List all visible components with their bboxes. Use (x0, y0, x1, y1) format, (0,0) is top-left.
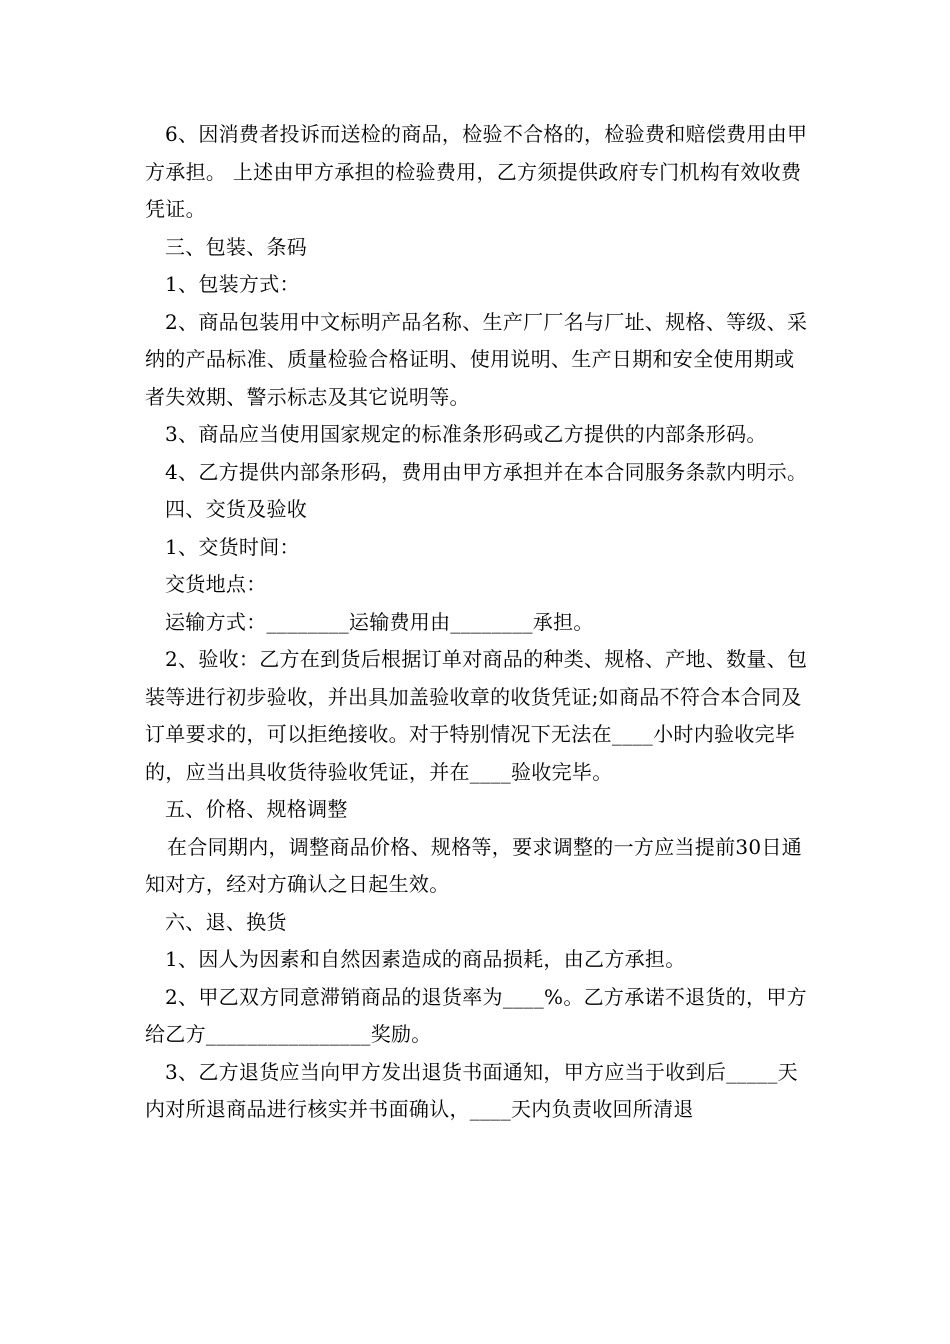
section-heading-returns: 六、退、换货 (165, 909, 287, 934)
section-heading-delivery: 四、交货及验收 (165, 497, 308, 521)
paragraph-price-adjustment: 在合同期内，调整商品价格、规格等，要求调整的一方应当提前30日通知对方，经对方确认之日起生效。 (145, 834, 803, 896)
paragraph-internal-barcode: 4、乙方提供内部条形码，费用由甲方承担并在本合同服务条款内明示。 (165, 459, 808, 484)
paragraph-return-rate: 2、甲乙双方同意滞销商品的退货率为____%。乙方承诺不退货的，甲方给乙方________________奖励。 (145, 984, 807, 1046)
paragraph-clause-6: 6、因消费者投诉而送检的商品，检验不合格的，检验费和赔偿费用由甲方承担。 上述由甲方承担的检验费用，乙方须提供政府专门机构有效收费凭证。 (145, 122, 808, 221)
paragraph-return-notice: 3、乙方退货应当向甲方发出退货书面通知，甲方应当于收到后_____天内对所退商品进行核实并书面确认，____天内负责收回所清退 (145, 1059, 798, 1121)
paragraph-barcode-standard: 3、商品应当使用国家规定的标准条形码或乙方提供的内部条形码。 (165, 422, 767, 446)
document-page (145, 116, 810, 1129)
paragraph-loss-liability: 1、因人为因素和自然因素造成的商品损耗，由乙方承担。 (165, 947, 686, 971)
paragraph-packaging-labeling: 2、商品包装用中文标明产品名称、生产厂厂名与厂址、规格、等级、采纳的产品标准、质量检验合格证明、使用说明、生产日期和安全使用期或者失效期、警示标志及其它说明等。 (145, 309, 808, 409)
paragraph-delivery-time: 1、交货时间： (165, 534, 300, 559)
paragraph-transport-method: 运输方式：________运输费用由________承担。 (165, 609, 594, 634)
paragraph-acceptance: 2、验收：乙方在到货后根据订单对商品的种类、规格、产地、数量、包装等进行初步验收，并出具加盖验收章的收货凭证;如商品不符合本合同及订单要求的，可以拒绝接收。对于特别情况下无法在____小时内验收完毕的，应当出具收货待验收凭证，并在____验收完毕。 (145, 647, 808, 784)
section-heading-price-adjustment: 五、价格、规格调整 (165, 797, 348, 821)
paragraph-delivery-location: 交货地点： (165, 572, 267, 596)
paragraph-packaging-method: 1、包装方式： (165, 272, 300, 296)
section-heading-packaging: 三、包装、条码 (165, 234, 308, 259)
